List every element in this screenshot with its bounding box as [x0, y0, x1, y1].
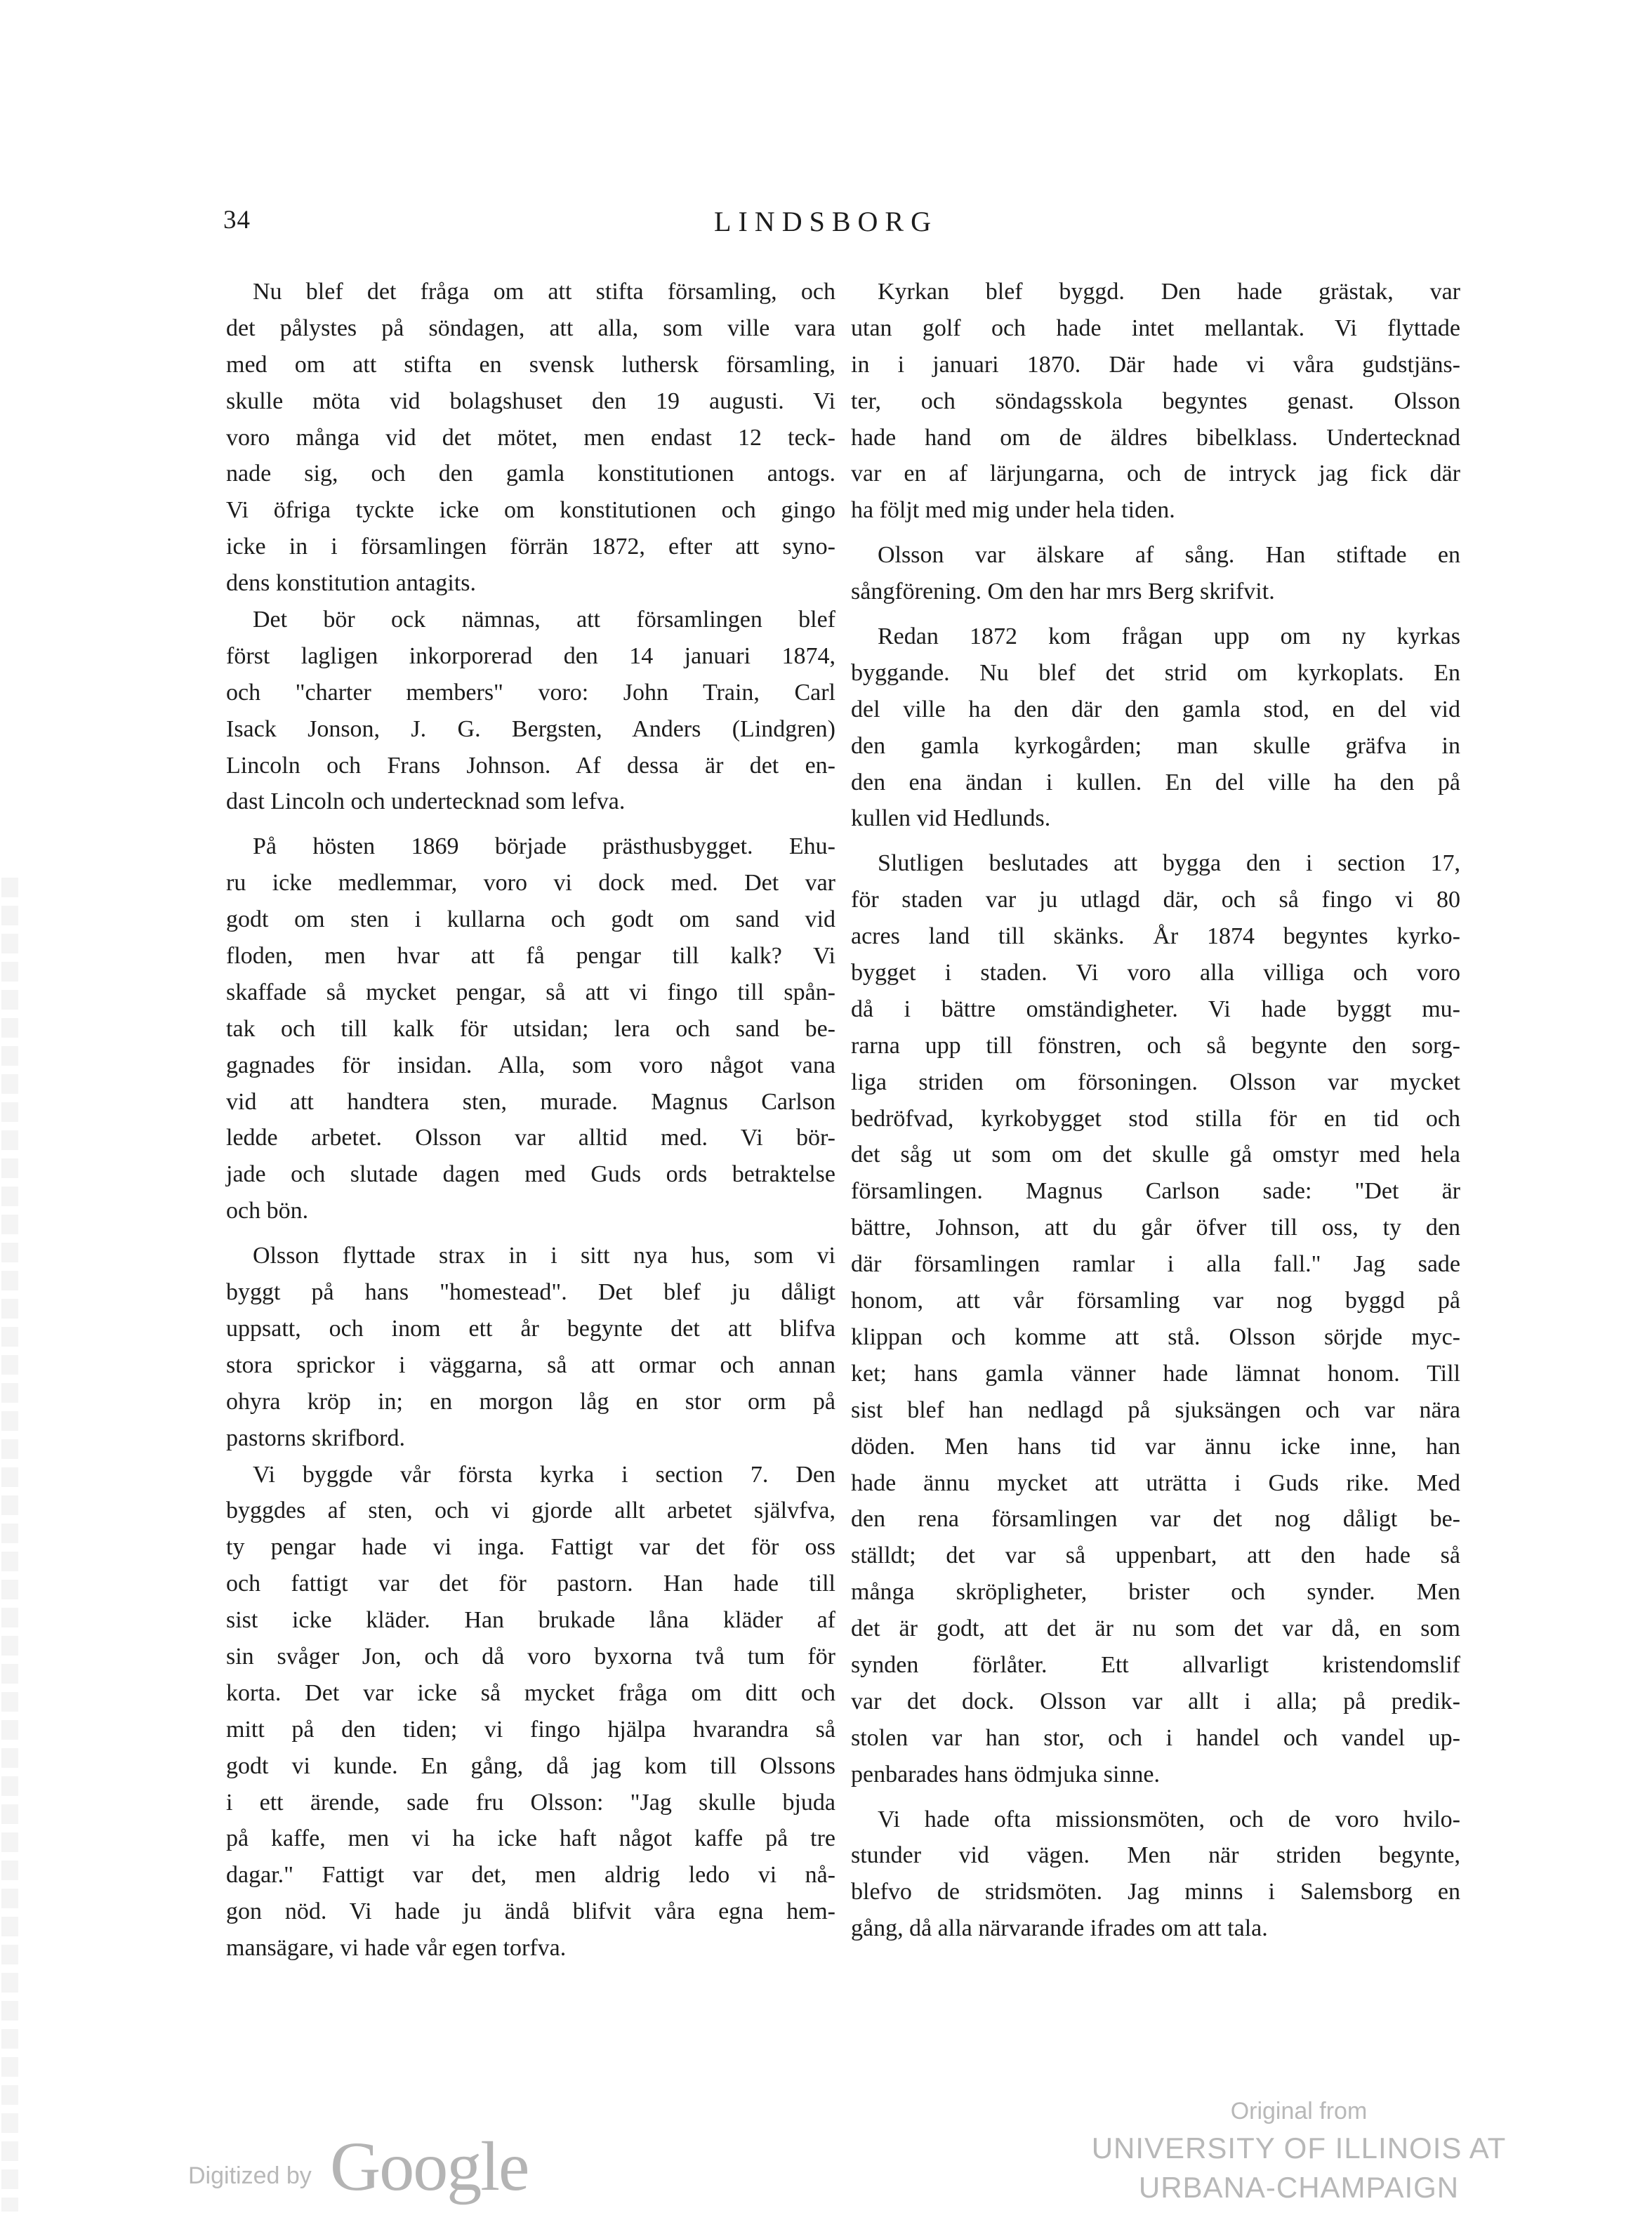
source-attribution — [1074, 2094, 1524, 2207]
digitized-by-label: Digitized by — [188, 2162, 312, 2189]
text-line: utan golf och hade intet mellantak. Vi flyttade — [851, 315, 1460, 341]
text-line: floden, men hvar att få pengar till kalk? Vi — [226, 943, 835, 970]
text-line: där församlingen ramlar i alla fall." Jag sade — [851, 1251, 1460, 1278]
text-line: dast Lincoln och undertecknad som lefva. — [226, 788, 626, 815]
text-line: församlingen. Magnus Carlson sade: "Det är — [851, 1178, 1460, 1205]
text-line: ter, och söndagsskola begyntes genast. Olsson — [851, 388, 1460, 414]
text-line: blefvo de stridsmöten. Jag minns i Salemsborg en — [851, 1879, 1460, 1905]
text-line: acres land till skänks. År 1874 begyntes kyrko- — [851, 923, 1460, 950]
text-line: först lagligen inkorporerad den 14 januari 1874, — [226, 642, 835, 669]
text-line: ru icke medlemmar, voro vi dock med. Det var — [226, 870, 835, 897]
text-line: stolen var han stor, och i handel och vandel up- — [851, 1724, 1460, 1751]
text-line: rarna upp till fönstren, och så begynte den sorg- — [851, 1032, 1460, 1059]
text-line: sist blef han nedlagd på sjuksängen och var nära — [851, 1396, 1460, 1423]
text-line: gon nöd. Vi hade ju ändå blifvit våra egna hem- — [226, 1898, 835, 1925]
institution-name-line-1: UNIVERSITY OF ILLINOIS AT — [1091, 2132, 1507, 2165]
text-line: Vi byggde vår första kyrka i section 7. Den — [253, 1461, 835, 1488]
text-line: Kyrkan blef byggd. Den hade grästak, var — [878, 279, 1460, 305]
text-line: Nu blef det fråga om att stifta församling, och — [253, 279, 835, 305]
text-line: gång, då alla närvarande ifrades om att tala. — [851, 1915, 1268, 1942]
text-line: ställdt; det var så uppenbart, att den hade så — [851, 1542, 1460, 1569]
text-line: det är godt, att det är nu som det var då, en som — [851, 1615, 1460, 1642]
text-line: för staden var ju utlagd där, och så fingo vi 80 — [851, 887, 1460, 913]
text-line: bygget i staden. Vi voro alla villiga och voro — [851, 960, 1460, 986]
text-line: Olsson var älskare af sång. Han stiftade en — [878, 542, 1460, 569]
text-line: korta. Det var icke så mycket fråga om ditt och — [226, 1679, 835, 1706]
text-line: den rena församlingen var det nog dåligt be- — [851, 1506, 1460, 1533]
text-line: sångförening. Om den har mrs Berg skrifvit. — [851, 579, 1275, 605]
text-line: Lincoln och Frans Johnson. Af dessa är det en- — [226, 752, 835, 779]
text-line: det pålystes på söndagen, att alla, som ville vara — [226, 315, 835, 341]
text-line: synden förlåter. Ett allvarligt kristendomslif — [851, 1651, 1460, 1678]
text-line: dagar." Fattigt var det, men aldrig ledo vi nå- — [226, 1862, 835, 1889]
text-line: icke in i församlingen förrän 1872, efter att syno- — [226, 534, 835, 560]
text-line: voro många vid det mötet, men endast 12 teck- — [226, 424, 835, 451]
text-line: uppsatt, och inom ett år begynte det att blifva — [226, 1315, 835, 1342]
right-text-column — [851, 274, 1460, 1947]
text-line: gagnades för insidan. Alla, som voro något vana — [226, 1052, 835, 1078]
text-line: pastorns skrifbord. — [226, 1425, 405, 1451]
text-line: med om att stifta en svensk luthersk församling, — [226, 351, 835, 378]
text-line: var en af lärjungarna, och de intryck jag fick där — [851, 461, 1460, 487]
text-line: honom, att vår församling var nog byggd på — [851, 1288, 1460, 1314]
text-line: den gamla kyrkogården; man skulle gräfva in — [851, 732, 1460, 759]
text-line: många skröpligheter, brister och synder. Men — [851, 1579, 1460, 1606]
text-line: Vi öfriga tyckte icke om konstitutionen och gingo — [226, 497, 835, 524]
original-from-label: Original from — [1230, 2098, 1368, 2124]
google-logo: Google — [330, 2127, 529, 2205]
text-line: och bön. — [226, 1198, 309, 1224]
text-line: den ena ändan i kullen. En del ville ha den på — [851, 769, 1460, 795]
text-line: och "charter members" voro: John Train, Carl — [226, 679, 835, 706]
text-line: byggdes af sten, och vi gjorde allt arbetet självfva, — [226, 1498, 835, 1524]
text-line: dens konstitution antagits. — [226, 570, 477, 597]
text-line: ty pengar hade vi inga. Fattigt var det för oss — [226, 1534, 835, 1561]
text-line: kullen vid Hedlunds. — [851, 805, 1051, 832]
text-line: klippan och komme att stå. Olsson sörjde myc- — [851, 1323, 1460, 1350]
text-line: sin svåger Jon, och då voro byxorna två tum för — [226, 1643, 835, 1670]
text-line: tak och till kalk för utsidan; lera och sand be- — [226, 1015, 835, 1042]
text-line: och fattigt var det för pastorn. Han hade till — [226, 1571, 835, 1597]
text-line: mitt på den tiden; vi fingo hjälpa hvarandra så — [226, 1716, 835, 1743]
text-line: Redan 1872 kom frågan upp om ny kyrkas — [878, 623, 1460, 650]
text-line: ket; hans gamla vänner hade lämnat honom. Till — [851, 1360, 1460, 1387]
text-line: penbarades hans ödmjuka sinne. — [851, 1761, 1160, 1787]
text-line: del ville ha den där den gamla stod, en del vid — [851, 696, 1460, 722]
text-line: vid att handtera sten, murade. Magnus Carlson — [226, 1088, 835, 1115]
text-line: in i januari 1870. Där hade vi våra gudstjäns- — [851, 351, 1460, 378]
text-line: på kaffe, men vi ha icke haft något kaffe på tre — [226, 1825, 835, 1852]
text-line: mansägare, vi hade vår egen torfva. — [226, 1935, 567, 1962]
institution-name-line-2: URBANA-CHAMPAIGN — [1138, 2171, 1460, 2204]
text-line: hade hand om de äldres bibelklass. Undertecknad — [851, 424, 1460, 451]
text-line: byggande. Nu blef det strid om kyrkoplats. En — [851, 659, 1460, 686]
text-line: nade sig, och den gamla konstitutionen antogs. — [226, 461, 835, 487]
text-line: i ett ärende, sade fru Olsson: "Jag skulle bjuda — [226, 1789, 835, 1816]
text-line: bedröfvad, kyrkobygget stod stilla för en tid och — [851, 1105, 1460, 1132]
text-line: jade och slutade dagen med Guds ords betraktelse — [226, 1161, 835, 1188]
text-line: liga striden om försoningen. Olsson var mycket — [851, 1069, 1460, 1095]
text-line: var det dock. Olsson var allt i alla; på predik- — [851, 1688, 1460, 1714]
text-line: byggt på hans "homestead". Det blef ju dåligt — [226, 1279, 835, 1306]
text-line: godt vi kunde. En gång, då jag kom till Olssons — [226, 1752, 835, 1779]
text-line: godt om sten i kullarna och godt om sand vid — [226, 906, 835, 933]
text-line: Det bör ock nämnas, att församlingen blef — [253, 607, 835, 633]
text-line: På hösten 1869 började prästhusbygget. Ehu- — [253, 833, 835, 860]
text-line: det såg ut som om det skulle gå omstyr med hela — [851, 1142, 1460, 1168]
text-line: sist icke kläder. Han brukade låna kläder af — [226, 1607, 835, 1634]
page-number: 34 — [223, 206, 251, 234]
text-line: stora sprickor i väggarna, så att ormar och annan — [226, 1352, 835, 1378]
text-line: skulle möta vid bolagshuset den 19 augusti. Vi — [226, 388, 835, 414]
running-title: LINDSBORG — [714, 206, 938, 237]
left-text-column — [226, 274, 835, 1967]
margin-scan-stamp — [1, 878, 18, 2212]
text-line: skaffade så mycket pengar, så att vi fingo till spån- — [226, 979, 835, 1005]
text-line: hade ännu mycket att uträtta i Guds rike. Med — [851, 1469, 1460, 1496]
text-line: döden. Men hans tid var ännu icke inne, han — [851, 1433, 1460, 1460]
text-line: ledde arbetet. Olsson var alltid med. Vi bör- — [226, 1125, 835, 1151]
text-line: Isack Jonson, J. G. Bergsten, Anders (Lindgren) — [226, 715, 835, 742]
text-line: då i bättre omständigheter. Vi hade byggt mu- — [851, 996, 1460, 1022]
text-line: Olsson flyttade strax in i sitt nya hus, som vi — [253, 1243, 835, 1269]
text-line: stunder vid vägen. Men när striden begynte, — [851, 1842, 1460, 1869]
text-line: Slutligen beslutades att bygga den i section 17, — [878, 850, 1460, 877]
text-line: bättre, Johnson, att du går öfver till oss, ty den — [851, 1215, 1460, 1241]
text-line: Vi hade ofta missionsmöten, och de voro hvilo- — [878, 1806, 1460, 1832]
text-line: ohyra kröp in; en morgon låg en stor orm på — [226, 1388, 835, 1415]
text-line: ha följt med mig under hela tiden. — [851, 497, 1175, 524]
